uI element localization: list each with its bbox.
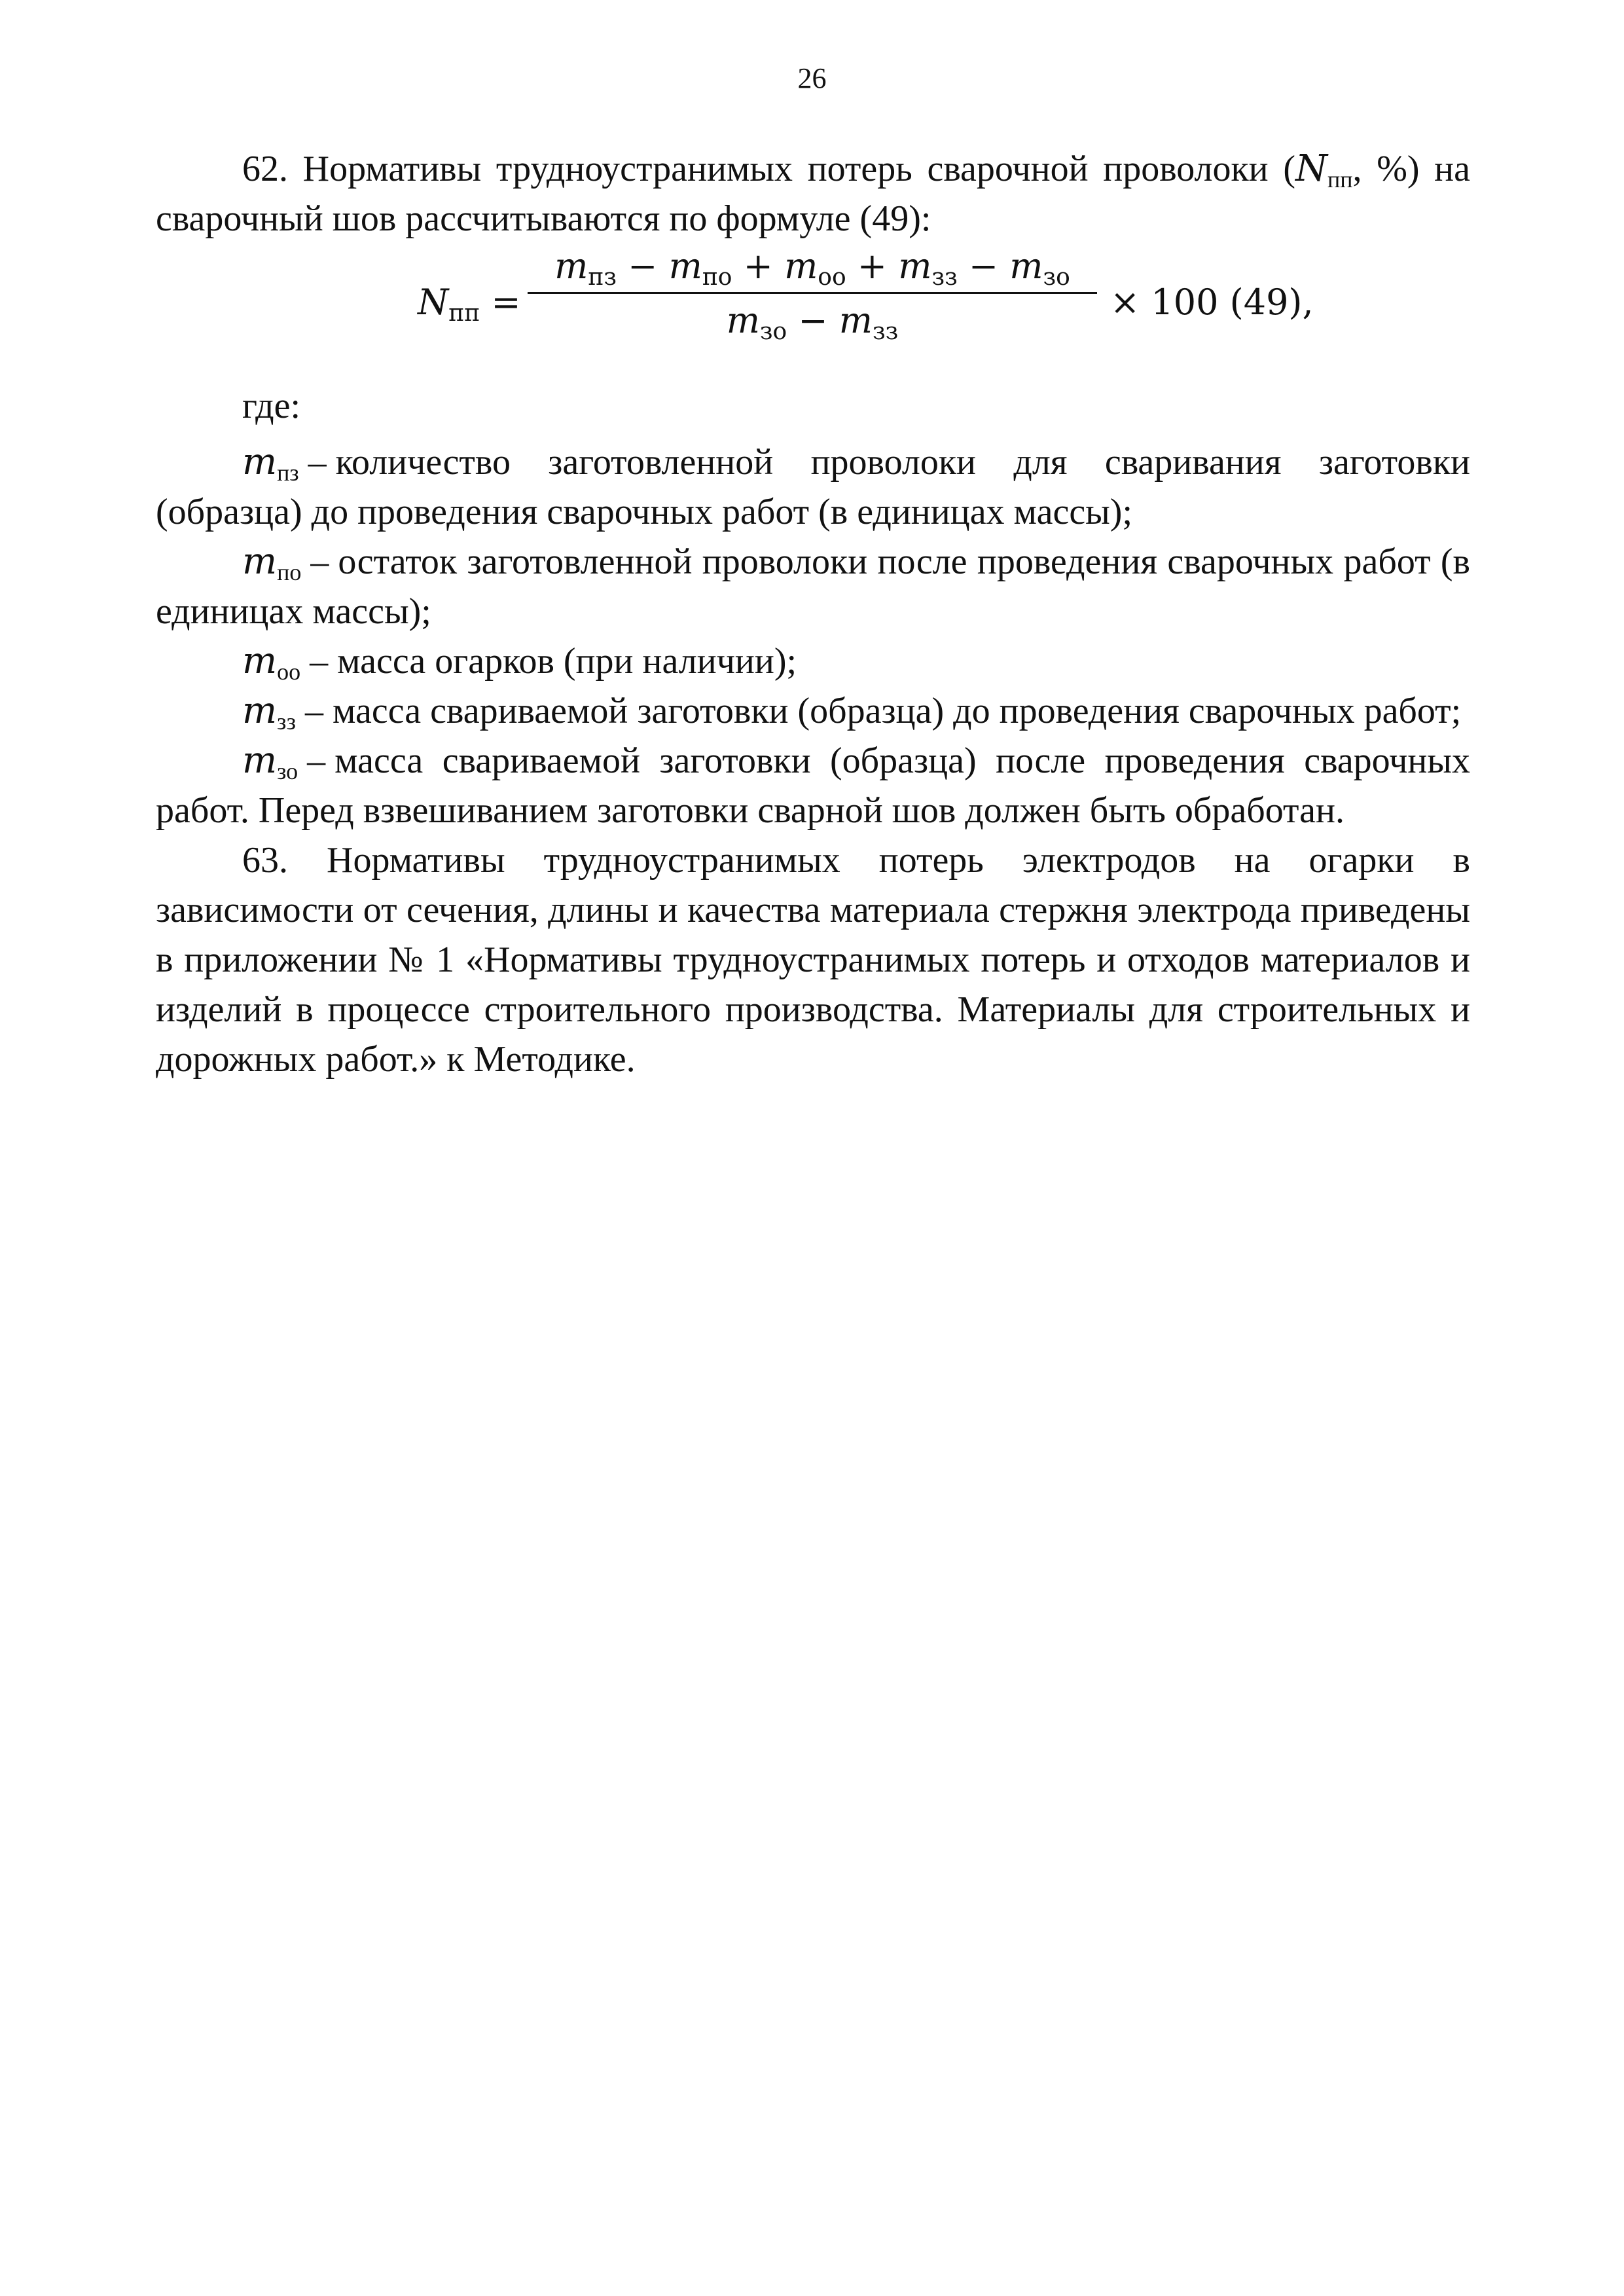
def-symbol: m [242,441,278,483]
symbol-n-subscript: пп [1327,166,1353,192]
def-subscript: пз [277,460,299,486]
definition-m-zz [156,686,1470,736]
def-subscript: оо [277,659,301,685]
formula-lhs-subscript: пп [448,300,480,327]
formula-49 [156,244,1470,374]
formula-fraction [528,244,1097,344]
page-number: 26 [797,62,827,94]
def-symbol: m [242,640,278,682]
term-subscript: зо [1043,264,1070,291]
def-text: количество заготовленной проволоки для сваривания заготовки (образца) до проведения сварочных работ (в единицах массы); [156,442,1470,532]
operator: − [617,246,669,287]
def-text: масса свариваемой заготовки (образца) после проведения сварочных работ. Перед взвешиванием заготовки сварной шов должен быть обработан. [156,740,1470,831]
definition-m-zo [156,736,1470,835]
formula-lhs-symbol: N [418,282,449,323]
def-text: масса свариваемой заготовки (образца) до проведения сварочных работ; [333,691,1462,731]
paragraph-62-continuation: , %) на сварочный шов рассчитываются по формуле (49): [156,149,1471,239]
document-body [156,144,1470,1084]
term-subscript: оо [818,264,846,291]
term: m [1009,246,1043,287]
definition-m-oo [156,636,1470,686]
term-subscript: зз [873,318,899,345]
term-subscript: зо [759,318,787,345]
definition-m-pz [156,437,1470,537]
paragraph-63: 63. Нормативы трудноустранимых потерь электродов на огарки в зависимости от сечения, длины и качества материала стержня электрода приведены в приложении № 1 «Нормативы трудноустранимых потерь и отходов материалов и изделий в процессе строительного производства. Материалы для строительных и дорожных работ.» к Методике. [156,840,1470,1080]
def-text: остаток заготовленной проволоки после проведения сварочных работ (в единицах массы); [156,541,1470,632]
where-label: где: [242,386,301,426]
term: m [784,246,818,287]
formula-denominator [528,298,1097,344]
paragraph-62-intro: 62. Нормативы трудноустранимых потерь сварочной проволоки ( [242,149,1295,189]
symbol-n: N [1295,147,1327,190]
def-dash: – [307,740,326,781]
formula-lhs [418,278,521,327]
def-symbol: m [242,689,278,732]
term: m [726,300,760,341]
def-text: масса огарков (при наличии); [337,641,797,682]
formula-numerator [528,244,1097,289]
paragraph-62 [156,144,1470,244]
formula-rhs: × 100 (49), [1110,282,1314,323]
def-dash: – [305,691,323,731]
def-dash: – [310,641,329,682]
term: m [554,246,588,287]
term-subscript: зз [931,264,958,291]
def-subscript: зз [277,708,296,735]
term-subscript: пз [588,264,617,291]
def-symbol: m [242,739,278,782]
operator: − [957,246,1010,287]
operator: − [787,300,839,341]
def-symbol: m [242,540,278,583]
def-dash: – [308,442,327,483]
formula-equals: = [491,282,521,323]
fraction-bar [528,292,1097,294]
term: m [839,300,873,341]
def-subscript: по [277,559,302,585]
def-dash: – [310,541,329,582]
operator: + [732,246,785,287]
operator: + [846,246,899,287]
term: m [898,246,932,287]
def-subscript: зо [277,758,298,784]
term-subscript: по [702,264,732,291]
definition-m-po [156,537,1470,636]
term: m [668,246,702,287]
